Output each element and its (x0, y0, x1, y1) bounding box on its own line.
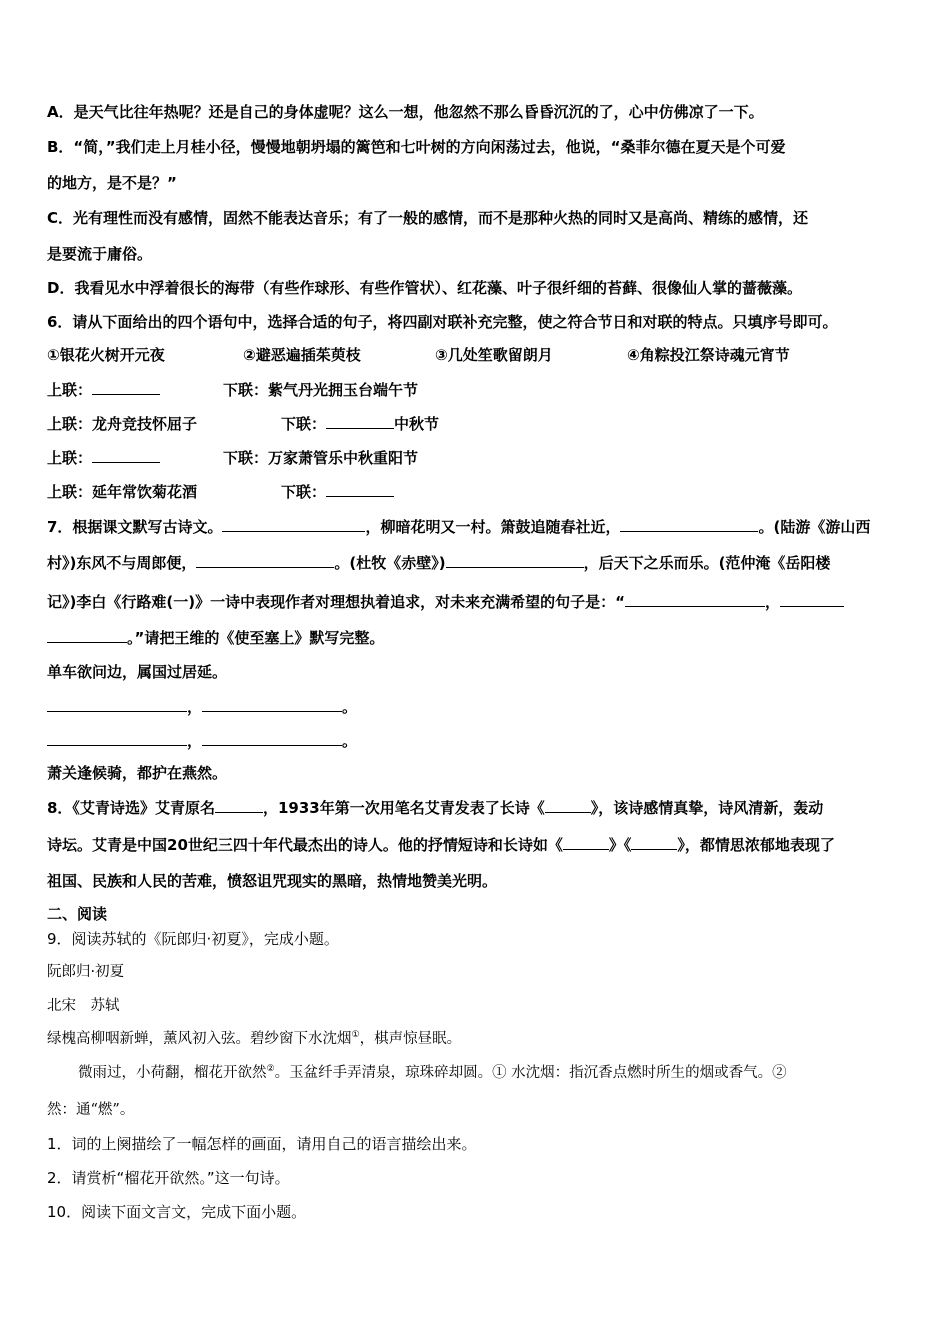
lower-label: 下联： (223, 449, 269, 467)
footnote-mark: ② (266, 1064, 275, 1075)
answer-blank[interactable] (47, 628, 127, 643)
q5-option-c-line1: C．光有理性而没有感情，固然不能表达音乐；有了一般的感情，而不是那种火热的同时又是高尚、精练的感情，还 (47, 209, 809, 227)
q5-option-a: A．是天气比往年热呢？还是自己的身体虚呢？这么一想，他忽然不那么昏昏沉沉的了，心中仿佛凉了一下。 (47, 103, 764, 121)
couplet-text: 中秋节 (394, 415, 440, 433)
q7-line-2 (47, 553, 830, 572)
upper-label: 上联： (47, 415, 93, 433)
q5-option-d: D．我看见水中浮着很长的海带（有些作球形、有些作管状）、红花藻、叶子很纤细的苔藓、很像仙人掌的蔷薇藻。 (47, 279, 802, 297)
poem-blank-line-1 (47, 697, 357, 716)
section-heading: 二、阅读 (47, 905, 108, 923)
lower-label: 下联： (223, 381, 269, 399)
answer-blank[interactable] (202, 731, 342, 746)
punct: 。 (342, 698, 358, 716)
q5-option-c-line2: 是要流于庸俗。 (47, 245, 153, 263)
couplet-text: 紫气丹光拥玉台端午节 (268, 381, 419, 399)
q7-text: 。”请把王维的《使至塞上》默写完整。 (127, 629, 385, 647)
q8-line-2 (47, 835, 835, 854)
q7-text: 。(陆游《游山西 (758, 518, 871, 536)
q6-couplet-3 (47, 448, 418, 467)
q6-option-1: ①银花火树开元夜 (47, 346, 165, 364)
answer-blank[interactable] (625, 592, 765, 607)
answer-blank[interactable] (780, 592, 844, 607)
answer-blank[interactable] (446, 553, 584, 568)
lower-label: 下联： (281, 415, 327, 433)
q6-couplet-4 (47, 482, 394, 501)
answer-blank[interactable] (92, 380, 160, 395)
answer-blank[interactable] (196, 553, 334, 568)
answer-blank[interactable] (631, 835, 677, 850)
q7-text: ，后天下之乐而乐。(范仲淹《岳阳楼 (583, 554, 831, 572)
q6-stem: 6．请从下面给出的四个语句中，选择合适的句子，将四副对联补充完整，使之符合节日和对联的特点。只填序号即可。 (47, 313, 838, 331)
lower-label: 下联： (281, 483, 327, 501)
answer-blank[interactable] (326, 414, 394, 429)
answer-blank[interactable] (92, 448, 160, 463)
poem-note: 然：通“燃”。 (47, 1102, 135, 1118)
couplet-text: 延年常饮菊花酒 (92, 483, 198, 501)
answer-blank[interactable] (215, 798, 263, 813)
answer-blank[interactable] (545, 798, 591, 813)
answer-blank[interactable] (620, 517, 758, 532)
poem-text: 微雨过，小荷翻，榴花开欲然 (78, 1065, 267, 1081)
punct: 。 (342, 732, 358, 750)
q10-stem: 10．阅读下面文言文，完成下面小题。 (47, 1203, 307, 1221)
couplet-text: 龙舟竞技怀屈子 (92, 415, 198, 433)
q8-text: 》，该诗感情真挚，诗风清新，轰动 (590, 799, 824, 817)
q5-option-b-line1: B．“简，”我们走上月桂小径，慢慢地朝坍塌的篱笆和七叶树的方向闲荡过去，他说，“桑菲尔德在夏天是个可爱 (47, 138, 786, 156)
q6-couplet-1 (47, 380, 418, 399)
q7-text: 村》)东风不与周郎便， (47, 554, 197, 572)
q5-option-b-line2: 的地方，是不是？” (47, 174, 177, 192)
q9-subquestion-1: 1．词的上阕描绘了一幅怎样的画面，请用自己的语言描绘出来。 (47, 1135, 477, 1153)
q8-text: 》《 (608, 836, 632, 854)
poem-first-line: 单车欲问边，属国过居延。 (47, 663, 228, 681)
q7-text: 记》)李白《行路难(一)》一诗中表现作者对理想执着追求，对未来充满希望的句子是：“ (47, 593, 625, 611)
answer-blank[interactable] (47, 697, 187, 712)
q9-subquestion-2: 2．请赏析“榴花开欲然。”这一句诗。 (47, 1169, 290, 1187)
poem-text: 绿槐高柳咽新蝉，薰风初入弦。碧纱窗下水沈烟 (47, 1031, 352, 1047)
q7-line-3 (47, 592, 844, 611)
answer-blank[interactable] (47, 731, 187, 746)
q8-text: 诗坛。艾青是中国20世纪三四十年代最杰出的诗人。他的抒情短诗和长诗如《 (47, 836, 563, 854)
q6-option-2: ②避恶遍插茱萸枝 (243, 346, 361, 364)
poem-author: 北宋 苏轼 (47, 998, 120, 1014)
upper-label: 上联： (47, 449, 93, 467)
couplet-text: 万家萧管乐中秋重阳节 (268, 449, 419, 467)
poem-text: 。玉盆纤手弄清泉，琼珠碎却圆。① 水沈烟：指沉香点燃时所生的烟或香气。② (274, 1065, 787, 1081)
q9-stem: 9．阅读苏轼的《阮郎归·初夏》，完成小题。 (47, 930, 339, 948)
q7-line-1 (47, 517, 870, 536)
poem-blank-line-2 (47, 731, 357, 750)
punct: ， (187, 732, 203, 750)
q6-option-3: ③几处笙歌留朗月 (435, 346, 553, 364)
q7-text: 。(杜牧《赤壁》) (334, 554, 446, 572)
poem-title: 阮郎归·初夏 (47, 964, 125, 980)
upper-label: 上联： (47, 381, 93, 399)
q6-option-4: ④角粽投江祭诗魂元宵节 (627, 346, 790, 364)
poem-text: ，棋声惊昼眠。 (359, 1031, 462, 1047)
punct: ， (187, 698, 203, 716)
poem-last-line: 萧关逢候骑，都护在燕然。 (47, 764, 228, 782)
answer-blank[interactable] (563, 835, 609, 850)
poem-line-2 (78, 1064, 787, 1082)
q6-options (47, 346, 790, 364)
q6-couplet-2 (47, 414, 439, 433)
answer-blank[interactable] (222, 517, 365, 532)
poem-line-1 (47, 1030, 461, 1048)
upper-label: 上联： (47, 483, 93, 501)
answer-blank[interactable] (326, 482, 394, 497)
q8-line-1 (47, 798, 823, 817)
q7-text: ， (764, 593, 780, 611)
q8-text: ，1933年第一次用笔名艾青发表了长诗《 (262, 799, 545, 817)
q8-line-3: 祖国、民族和人民的苦难，愤怒诅咒现实的黑暗，热情地赞美光明。 (47, 872, 498, 890)
q8-text: 》，都情思浓郁地表现了 (677, 836, 835, 854)
q7-line-4 (47, 628, 384, 647)
q7-stem: 7．根据课文默写古诗文。 (47, 518, 223, 536)
footnote-mark: ① (351, 1030, 360, 1041)
q8-text: 8．《艾青诗选》艾青原名 (47, 799, 215, 817)
answer-blank[interactable] (202, 697, 342, 712)
q7-text: ，柳暗花明又一村。箫鼓追随春社近， (365, 518, 621, 536)
